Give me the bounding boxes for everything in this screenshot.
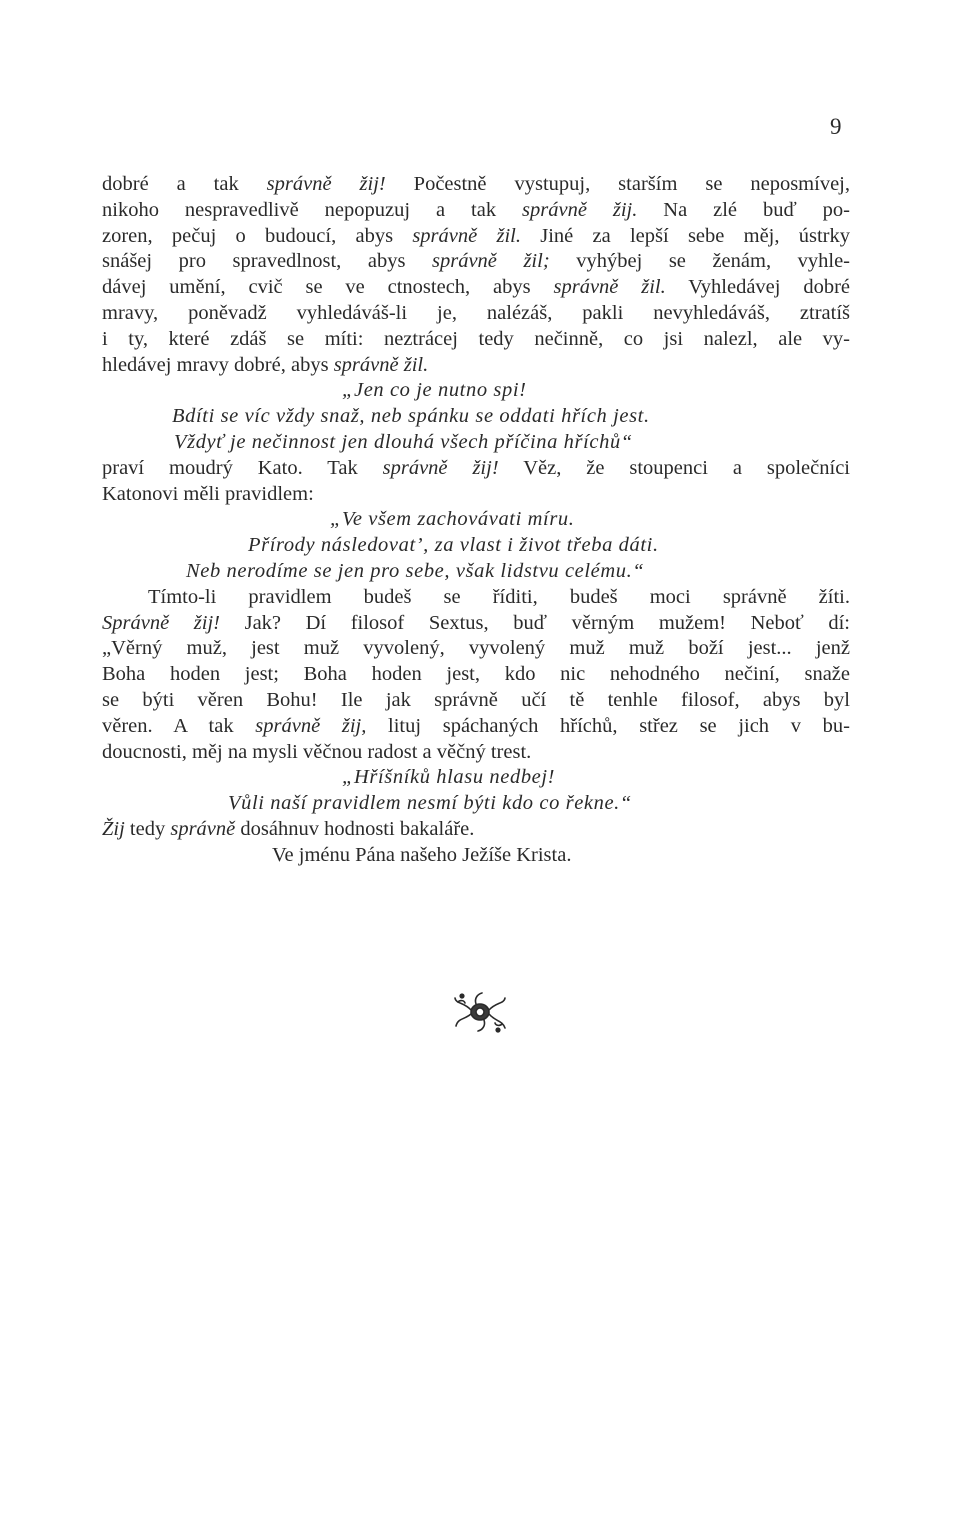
verse-line: „Jen co je nutno spi! xyxy=(342,379,527,402)
text-line: mravy, poněvadž vyhledáváš-li je, nalézáš, pakli nevyhledáváš, ztratíš xyxy=(102,301,850,324)
closing-line: Ve jménu Pána našeho Ježíše Krista. xyxy=(272,843,572,866)
paragraph-3 xyxy=(102,585,850,766)
verse-cato xyxy=(102,378,850,455)
text-line: Boha hoden jest; Boha hoden jest, kdo nic nehodného nečiní, snaže xyxy=(102,663,850,686)
text-line: hledávej mravy dobré, abys správně žil. xyxy=(102,353,429,376)
text-line: Katonovi měli pravidlem: xyxy=(102,482,314,505)
verse-rules xyxy=(102,507,850,584)
text-line: se býti věren Bohu! Ile jak správně učí tě tenhle filosof, abys byl xyxy=(102,688,850,711)
verse-line: Neb nerodíme se jen pro sebe, však lidstvu celému.“ xyxy=(186,559,645,582)
text-line: dobré a tak správně žij! Počestně vystupuj, starším se neposmívej, xyxy=(102,173,850,195)
text-line: Tímto-li pravidlem budeš se říditi, budeš moci správně žíti. xyxy=(148,585,850,608)
verse-line: Vůli naší pravidlem nesmí býti kdo co řekne.“ xyxy=(228,792,632,815)
text-line: nikoho nespravedlivě nepopuzuj a tak správně žij. Na zlé buď po- xyxy=(102,198,850,221)
paragraph-1 xyxy=(102,172,850,378)
main-text xyxy=(102,172,850,869)
text-line: snášej pro spravedlnost, abys správně žil; vyhýbej se ženám, vyhle- xyxy=(102,250,851,273)
text-line: i ty, které zdáš se míti: neztrácej tedy nečinně, co jsi nalezl, ale vy- xyxy=(102,327,850,350)
text-line: praví moudrý Kato. Tak správně žij! Věz, že stoupenci a společníci xyxy=(102,456,850,479)
paragraph-4 xyxy=(102,817,850,869)
page-number: 9 xyxy=(830,114,842,139)
verse-line: Bdíti se víc vždy snaž, neb spánku se oddati hřích jest. xyxy=(172,405,650,428)
verse-line: Přírody následovat’, za vlast i život třeba dáti. xyxy=(248,534,659,557)
verse-line: Vždyť je nečinnost jen dlouhá všech příčina hříchů“ xyxy=(174,430,633,453)
paragraph-2 xyxy=(102,456,850,508)
text-line: Žij tedy správně dosáhnuv hodnosti bakaláře. xyxy=(102,817,475,840)
floral-ornament-icon xyxy=(450,990,510,1034)
text-line: věren. A tak správně žij, lituj spáchaných hříchů, střez se jich v bu- xyxy=(102,714,850,737)
text-line: doucnosti, měj na mysli věčnou radost a věčný trest. xyxy=(102,740,532,763)
text-line: Správně žij! Jak? Dí filosof Sextus, buď věrným mužem! Neboť dí: xyxy=(102,611,851,634)
floral-ornament-icon xyxy=(450,990,510,1034)
verse-sinners xyxy=(102,765,850,817)
verse-line: „Hříšníků hlasu nedbej! xyxy=(342,766,556,789)
text-line: zoren, pečuj o budoucí, abys správně žil. Jiné za lepší sebe měj, ústrky xyxy=(102,224,850,247)
text-line: dávej umění, cvič se ve ctnostech, abys správně žil. Vyhledávej dobré xyxy=(102,276,850,299)
text-line: „Věrný muž, jest muž vyvolený, vyvolený muž muž boží jest... jenž xyxy=(102,637,850,660)
verse-line: „Ve všem zachovávati míru. xyxy=(330,508,575,531)
